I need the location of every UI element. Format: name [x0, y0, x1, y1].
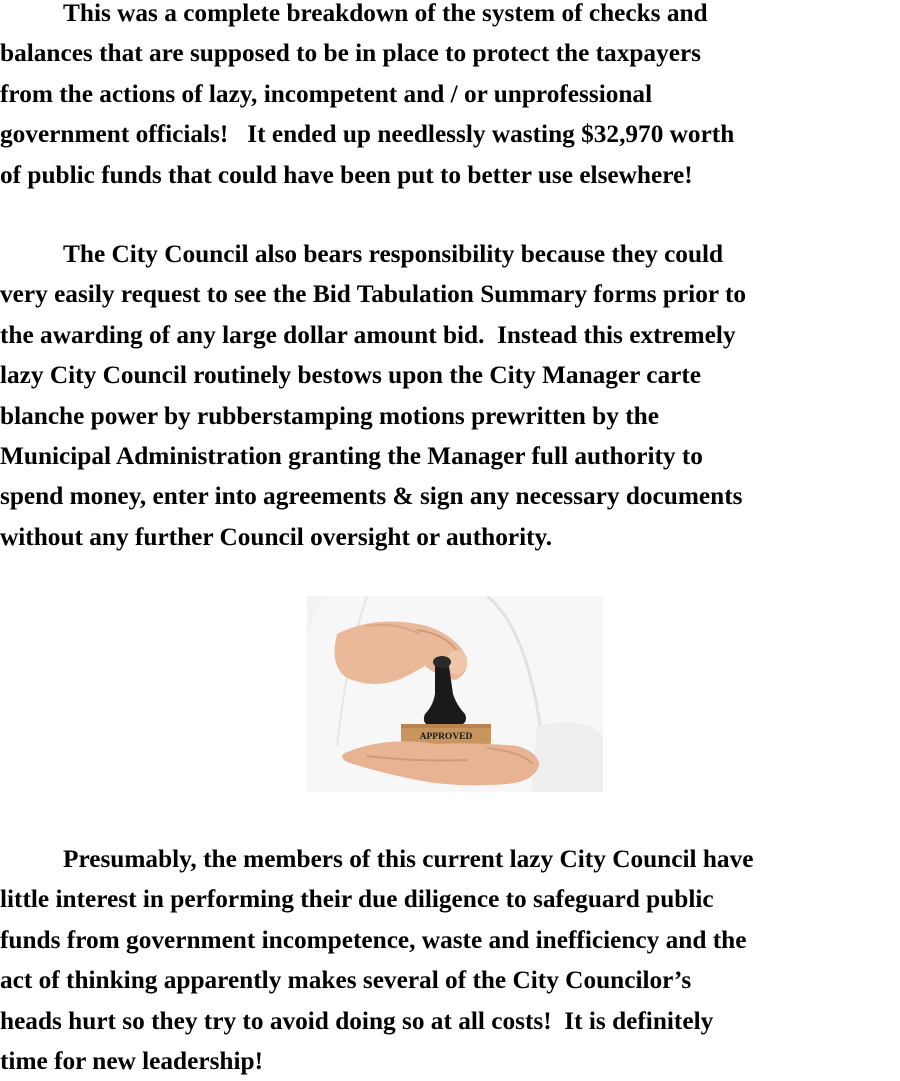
- paragraph-line: spend money, enter into agreements & sign any necessary documents: [0, 482, 743, 511]
- paragraph-line: lazy City Council routinely bestows upon the City Manager carte: [0, 361, 702, 390]
- approved-stamp-icon: [307, 596, 603, 792]
- paragraph-line: government officials! It ended up needlessly wasting $32,970 worth: [0, 120, 735, 149]
- stamp-label: APPROVED: [419, 732, 473, 742]
- paragraph-line: time for new leadership!: [0, 1046, 263, 1075]
- paragraph-line: act of thinking apparently makes several of the City Councilor’s: [0, 966, 692, 995]
- paragraph-line: This was a complete breakdown of the system of checks and: [63, 0, 708, 27]
- approved-stamp-illustration: [307, 596, 603, 792]
- paragraph-line: blanche power by rubberstamping motions prewritten by the: [0, 401, 659, 430]
- paragraph-line: funds from government incompetence, waste and inefficiency and the: [0, 925, 747, 954]
- paragraph-line: the awarding of any large dollar amount bid. Instead this extremely: [0, 320, 736, 349]
- paragraph-line: Presumably, the members of this current lazy City Council have: [63, 845, 754, 873]
- paragraph-line: balances that are supposed to be in place to protect the taxpayers: [0, 39, 702, 68]
- paragraph-line: from the actions of lazy, incompetent and / or unprofessional: [0, 79, 653, 108]
- paragraph-new-leadership: [0, 839, 753, 1081]
- paragraph-line: The City Council also bears responsibility because they could: [63, 240, 724, 268]
- paragraph-line: Municipal Administration granting the Manager full authority to: [0, 441, 703, 470]
- paragraph-line: very easily request to see the Bid Tabulation Summary forms prior to: [0, 280, 747, 309]
- paragraph-line: little interest in performing their due diligence to safeguard public: [0, 885, 714, 914]
- paragraph-city-council-responsibility: [0, 234, 746, 557]
- paragraph-checks-and-balances: [0, 0, 734, 195]
- paragraph-line: heads hurt so they try to avoid doing so at all costs! It is definitely: [0, 1006, 714, 1035]
- paragraph-line: without any further Council oversight or authority.: [0, 522, 553, 551]
- paragraph-line: of public funds that could have been put to better use elsewhere!: [0, 160, 693, 189]
